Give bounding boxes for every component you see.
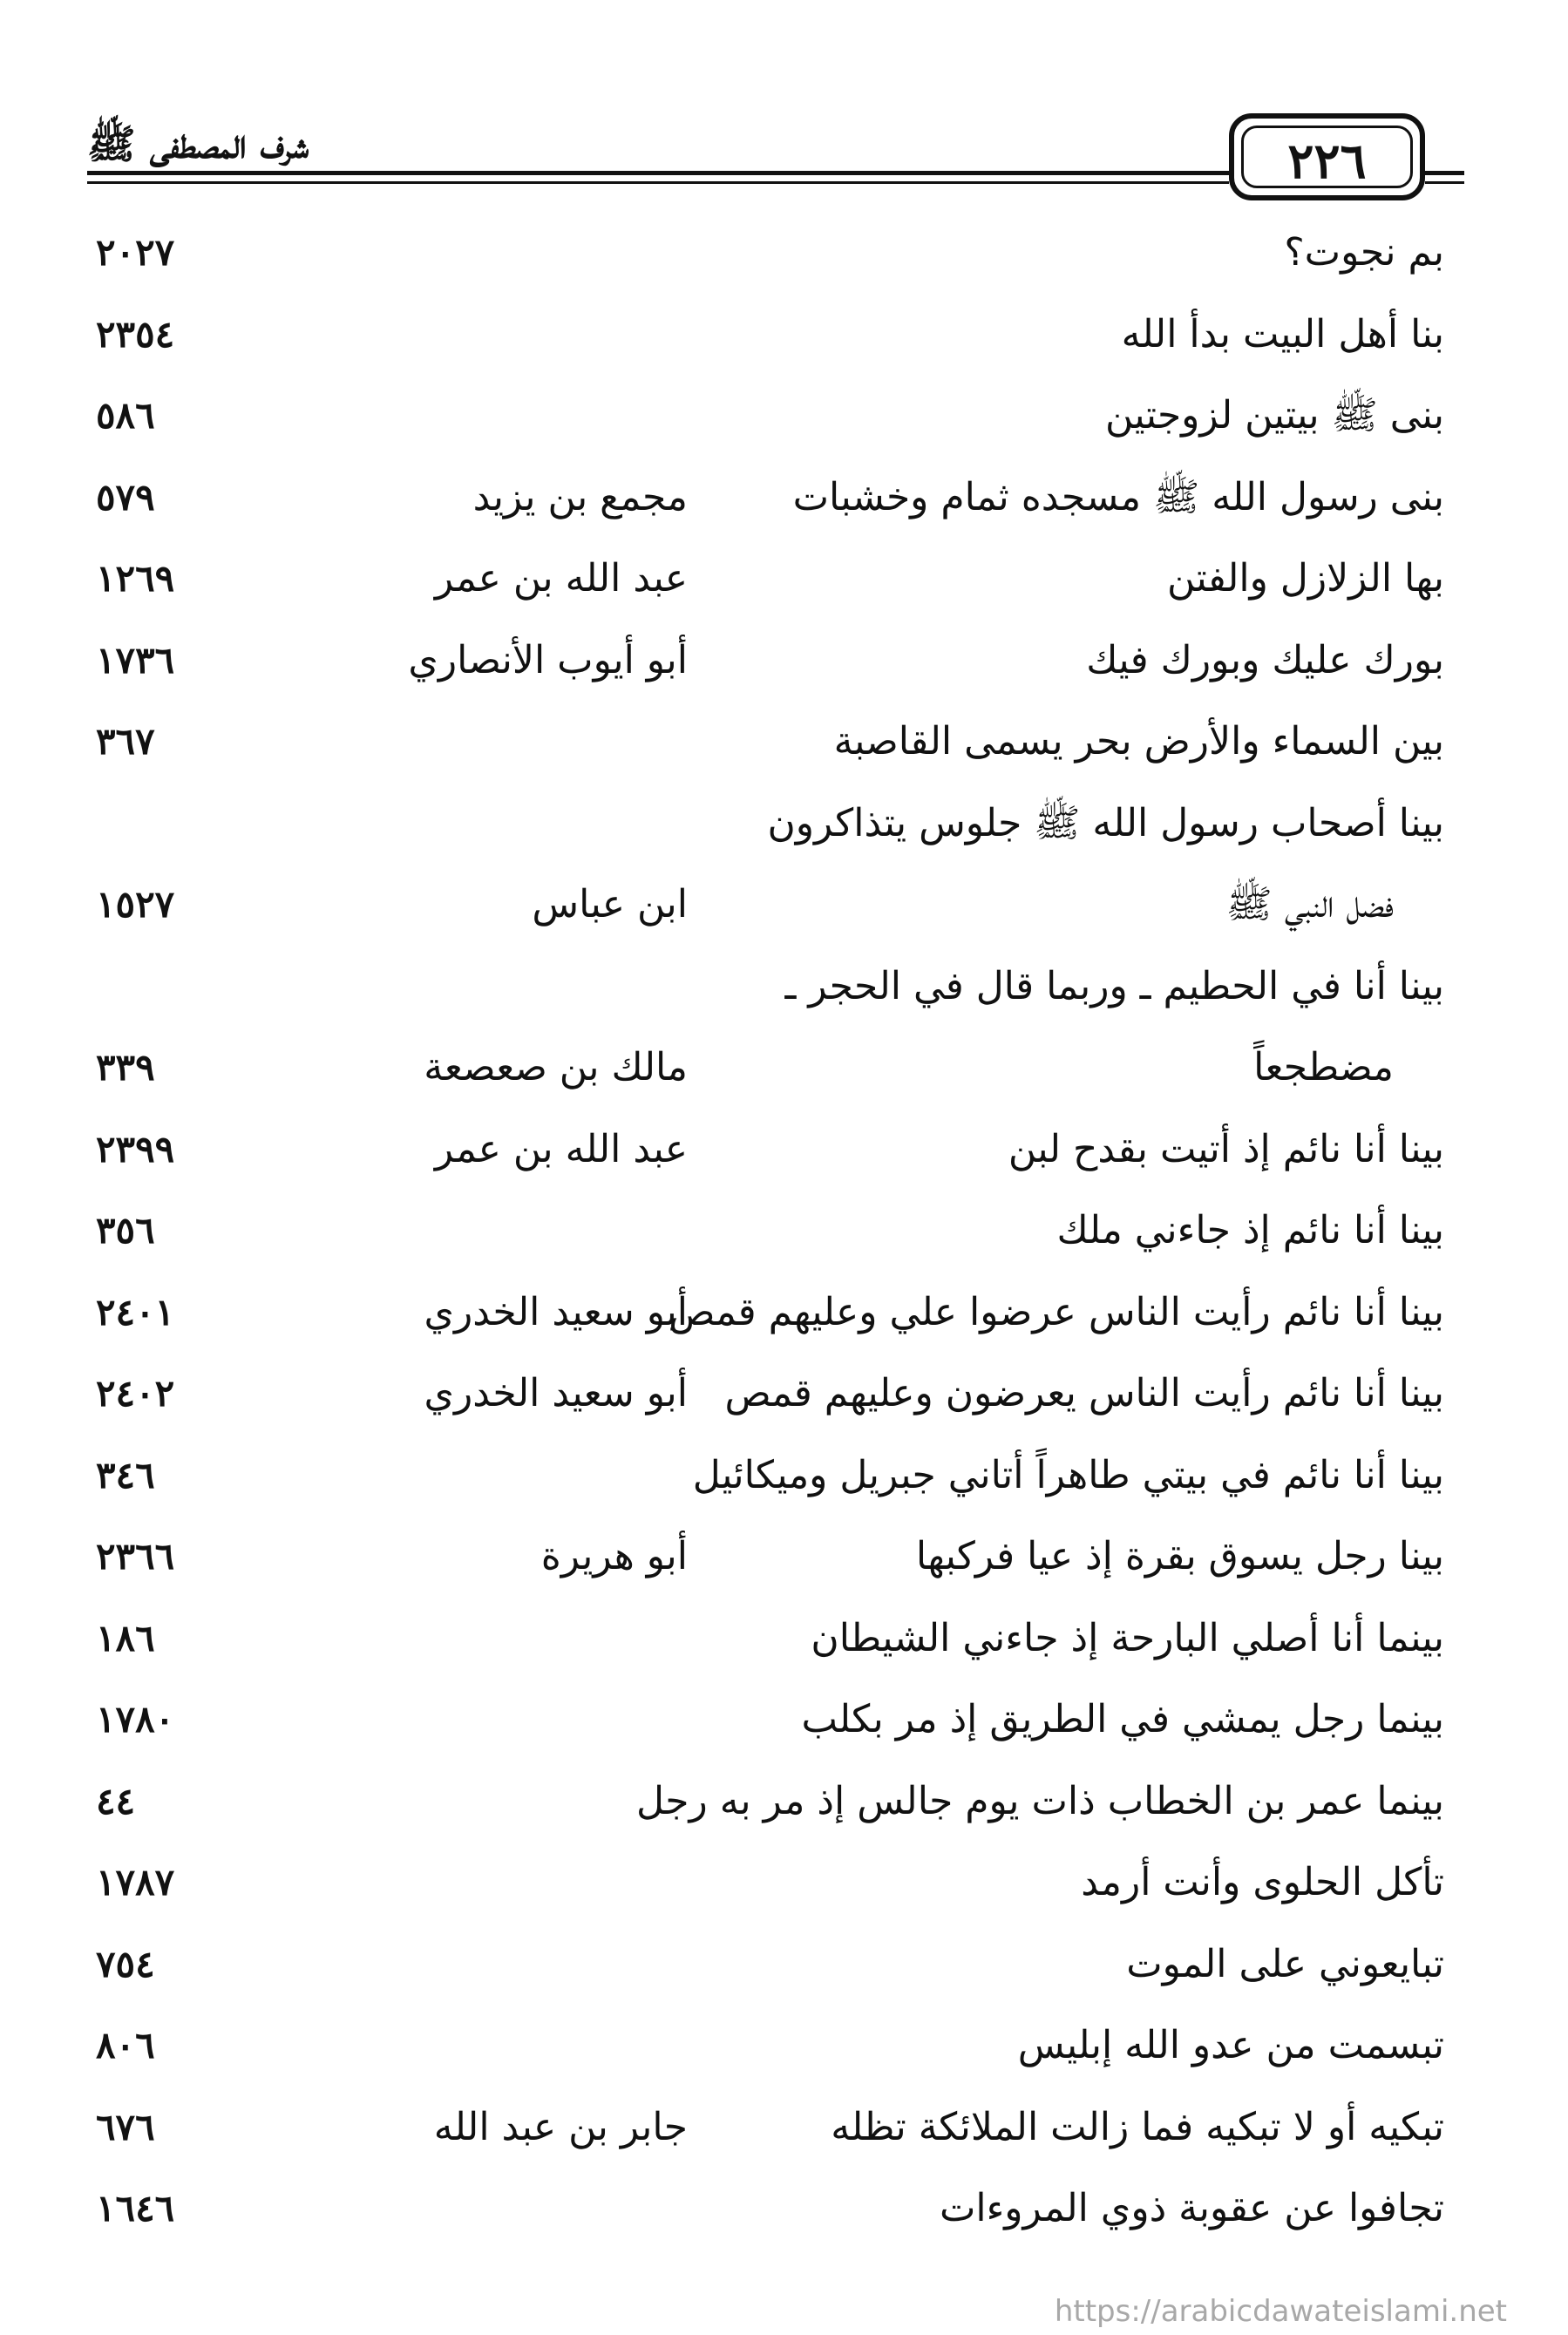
hadith-number: ٧٥٤ (96, 1943, 155, 1985)
index-entry (0, 2006, 1568, 2085)
index-entry (0, 1517, 1568, 1596)
hadith-title: بينما رجل يمشي في الطريق إذ مر بكلب (801, 1697, 1444, 1741)
index-entry (0, 784, 1568, 863)
hadith-title: تجافوا عن عقوبة ذوي المروءات (939, 2186, 1444, 2230)
narrator-name: مالك بن صعصعة (424, 1045, 688, 1089)
hadith-number: ٣٤٦ (96, 1454, 155, 1497)
index-entry (0, 1680, 1568, 1759)
index-entry (0, 458, 1568, 537)
hadith-number: ٢٣٥٤ (96, 313, 175, 356)
narrator-name: ابن عباس (532, 882, 688, 927)
narrator-name: أبو هريرة (540, 1534, 688, 1578)
hadith-number: ١٧٨٠ (96, 1698, 175, 1741)
index-entry (0, 377, 1568, 455)
index-entry (0, 295, 1568, 374)
hadith-number: ٢٠٢٧ (96, 231, 175, 274)
index-entry (0, 1436, 1568, 1515)
index-entry (0, 1762, 1568, 1841)
hadith-title: بين السماء والأرض بحر يسمى القاصبة (833, 719, 1444, 764)
narrator-name: جابر بن عبد الله (433, 2105, 688, 2149)
hadith-number: ١٢٦٩ (96, 557, 175, 600)
hadith-number: ١٧٨٧ (96, 1861, 175, 1904)
hadith-title: بينا أنا نائم إذ أتيت بقدح لبن (1008, 1127, 1444, 1171)
index-entry (0, 1925, 1568, 2004)
hadith-title: بنا أهل البيت بدأ الله (1121, 312, 1444, 356)
hadith-title: بينما عمر بن الخطاب ذات يوم جالس إذ مر به رجل (635, 1779, 1444, 1823)
page-number: ٢٢٦ (1241, 126, 1413, 188)
index-entry (0, 2169, 1568, 2248)
hadith-number: ٤٤ (96, 1780, 136, 1823)
hadith-title: بينا أنا نائم رأيت الناس يعرضون وعليهم قمص (724, 1371, 1444, 1415)
narrator-name: أبو سعيد الخدري (424, 1371, 688, 1415)
hadith-title: بم نجوت؟ (1284, 230, 1444, 275)
hadith-title: بينا أنا نائم في بيتي طاهراً أتاني جبريل وميكائيل (692, 1453, 1444, 1497)
header-rule-thick-right (1425, 171, 1464, 175)
hadith-number: ٣٣٩ (96, 1046, 155, 1089)
index-entry (0, 703, 1568, 781)
hadith-number: ٢٤٠١ (96, 1291, 175, 1334)
hadith-number: ٣٦٧ (96, 720, 155, 763)
hadith-title: بينا أنا نائم إذ جاءني ملك (1056, 1208, 1444, 1252)
running-head-title: شرف المصطفى ﷺ (87, 120, 309, 167)
hadith-number: ٥٨٦ (96, 394, 155, 437)
index-entry (0, 214, 1568, 292)
page-number-frame (1229, 113, 1425, 200)
hadith-title: بورك عليك وبورك فيك (1086, 638, 1444, 682)
hadith-number: ٦٧٦ (96, 2106, 155, 2148)
hadith-title: بينا رجل يسوق بقرة إذ عيا فركبها (915, 1534, 1444, 1578)
index-entry (0, 2088, 1568, 2167)
hadith-number: ٢٤٠٢ (96, 1372, 175, 1415)
hadith-title: بنى رسول الله ﷺ مسجده ثمام وخشبات (792, 475, 1444, 519)
index-entry (0, 865, 1568, 944)
hadith-title: مضطجعاً (1253, 1045, 1394, 1089)
narrator-name: مجمع بن يزيد (472, 475, 688, 519)
narrator-name: أبو أيوب الأنصاري (408, 638, 688, 682)
hadith-title: بينا أنا نائم رأيت الناس عرضوا علي وعليهم قمص (669, 1290, 1444, 1334)
hadith-number: ٥٧٩ (96, 476, 155, 519)
hadith-title: بها الزلازل والفتن (1166, 556, 1444, 601)
hadith-number: ١٥٢٧ (96, 883, 175, 926)
index-entry (0, 540, 1568, 618)
narrator-name: عبد الله بن عمر (434, 1127, 688, 1171)
hadith-title: بينما أنا أصلي البارحة إذ جاءني الشيطان (811, 1616, 1444, 1660)
index-entry (0, 1110, 1568, 1189)
hadith-number: ٢٣٦٦ (96, 1535, 175, 1578)
hadith-number: ٢٣٩٩ (96, 1128, 175, 1171)
index-entry (0, 1028, 1568, 1107)
hadith-title: فضل النبي ﷺ (1225, 882, 1394, 927)
hadith-title: بينا أنا في الحطيم ـ وربما قال في الحجر ـ (784, 964, 1444, 1008)
hadith-number: ٣٥٦ (96, 1209, 155, 1252)
header-rule-thin-right (1425, 181, 1464, 184)
hadith-number: ٨٠٦ (96, 2024, 155, 2067)
hadith-title: تبايعوني على الموت (1126, 1942, 1444, 1986)
hadith-number: ١٨٦ (96, 1617, 155, 1660)
header-rule-thin (87, 181, 1229, 184)
index-entry (0, 947, 1568, 1026)
hadith-number: ١٧٣٦ (96, 639, 175, 682)
index-entry (0, 1354, 1568, 1433)
index-entry (0, 1599, 1568, 1678)
index-entry (0, 1843, 1568, 1922)
index-entry (0, 621, 1568, 700)
narrator-name: أبو سعيد الخدري (424, 1290, 688, 1334)
header-rule-thick (87, 171, 1229, 175)
hadith-number: ١٦٤٦ (96, 2187, 175, 2230)
hadith-title: بينا أصحاب رسول الله ﷺ جلوس يتذاكرون (767, 801, 1444, 845)
hadith-title: تبكيه أو لا تبكيه فما زالت الملائكة تظله (831, 2105, 1444, 2149)
hadith-title: تأكل الحلوى وأنت أرمد (1081, 1860, 1444, 1904)
hadith-title: بنى ﷺ بيتين لزوجتين (1104, 393, 1444, 438)
narrator-name: عبد الله بن عمر (434, 556, 688, 601)
hadith-title: تبسمت من عدو الله إبليس (1017, 2023, 1444, 2067)
index-entry (0, 1191, 1568, 1270)
page-header (87, 113, 1464, 190)
index-entry (0, 1273, 1568, 1352)
watermark-url: https://arabicdawateislami.net (1054, 2294, 1507, 2329)
